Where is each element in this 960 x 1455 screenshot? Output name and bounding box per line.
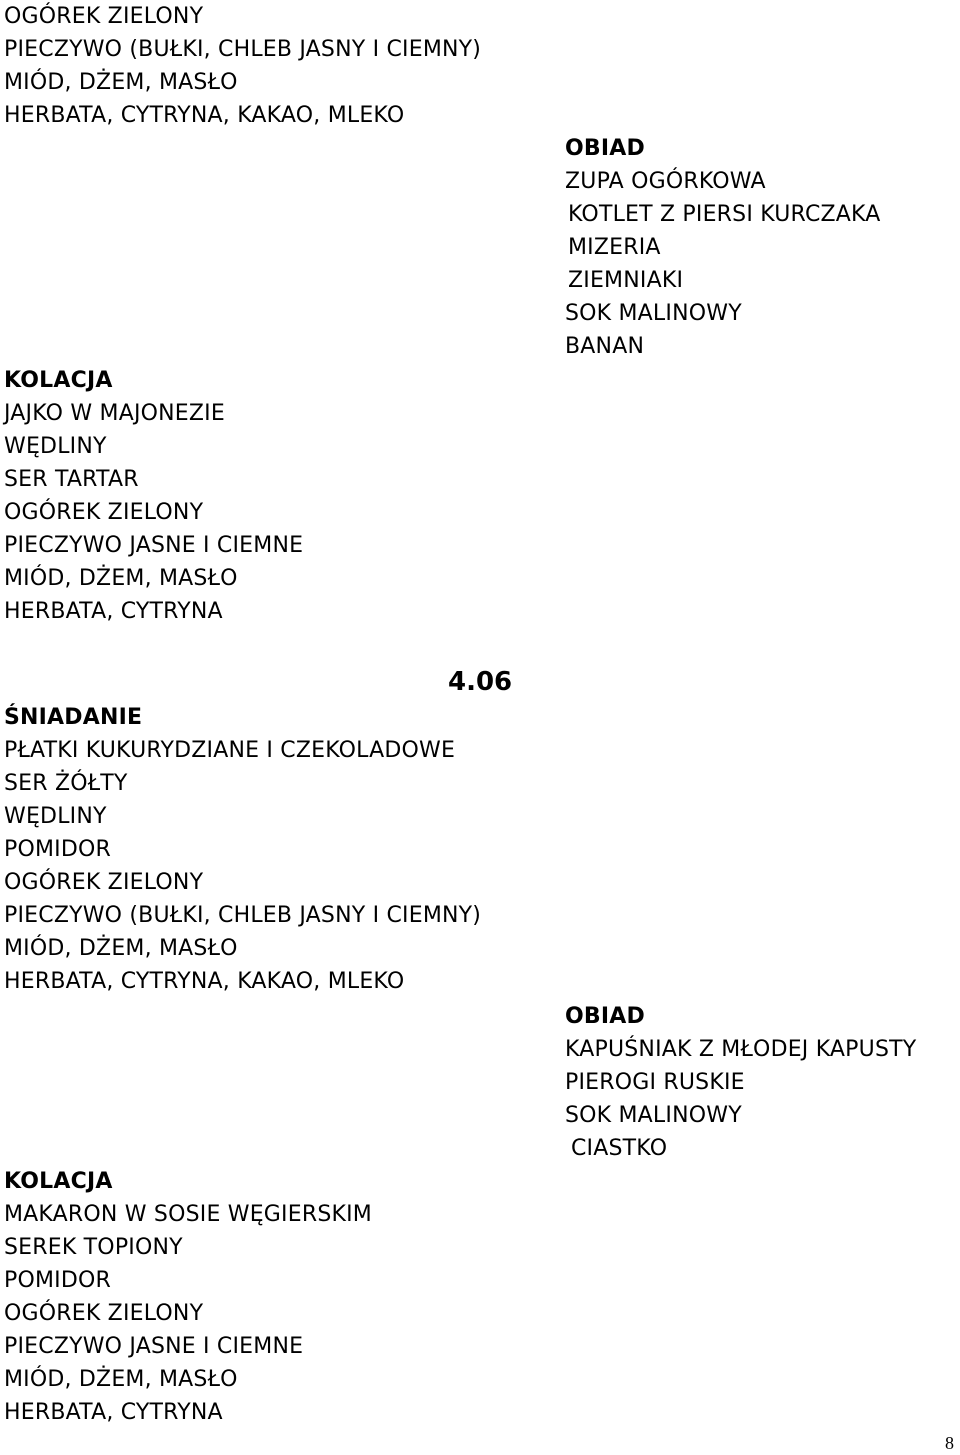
menu-item: HERBATA, CYTRYNA, KAKAO, MLEKO xyxy=(4,969,405,994)
menu-item: HERBATA, CYTRYNA xyxy=(4,599,223,624)
lunch-heading: OBIAD xyxy=(565,136,645,161)
lunch-heading: OBIAD xyxy=(565,1004,645,1029)
dinner-heading: KOLACJA xyxy=(4,1169,113,1194)
menu-item: ZIEMNIAKI xyxy=(568,268,684,293)
menu-item: POMIDOR xyxy=(4,837,111,862)
menu-item: PIEROGI RUSKIE xyxy=(565,1070,745,1095)
menu-item: HERBATA, CYTRYNA, KAKAO, MLEKO xyxy=(4,103,405,128)
menu-item: POMIDOR xyxy=(4,1268,111,1293)
menu-item: MIZERIA xyxy=(568,235,661,260)
lunch-section-day2 xyxy=(565,1000,916,1165)
menu-item: SOK MALINOWY xyxy=(565,301,742,326)
lunch-section-day1 xyxy=(565,132,881,363)
menu-item: MIÓD, DŻEM, MASŁO xyxy=(4,70,238,95)
page-number: 8 xyxy=(945,1433,954,1453)
menu-item: OGÓREK ZIELONY xyxy=(4,4,204,29)
menu-item: MIÓD, DŻEM, MASŁO xyxy=(4,936,238,961)
menu-item: HERBATA, CYTRYNA xyxy=(4,1400,223,1425)
menu-item: OGÓREK ZIELONY xyxy=(4,870,204,895)
menu-item: PIECZYWO JASNE I CIEMNE xyxy=(4,533,304,558)
menu-item: PŁATKI KUKURYDZIANE I CZEKOLADOWE xyxy=(4,738,456,763)
dinner-heading: KOLACJA xyxy=(4,368,113,393)
menu-item: MIÓD, DŻEM, MASŁO xyxy=(4,1367,238,1392)
day-date-heading: 4.06 xyxy=(448,667,513,697)
menu-item: OGÓREK ZIELONY xyxy=(4,1301,204,1326)
breakfast-heading: ŚNIADANIE xyxy=(4,705,143,730)
menu-item: SEREK TOPIONY xyxy=(4,1235,183,1260)
menu-item: OGÓREK ZIELONY xyxy=(4,500,204,525)
menu-item: CIASTKO xyxy=(571,1136,668,1161)
menu-item: MAKARON W SOSIE WĘGIERSKIM xyxy=(4,1202,372,1227)
menu-item: KAPUŚNIAK Z MŁODEJ KAPUSTY xyxy=(565,1037,917,1062)
menu-item: SOK MALINOWY xyxy=(565,1103,742,1128)
breakfast-section-day2 xyxy=(4,701,481,998)
dinner-section-day1 xyxy=(4,364,303,628)
breakfast-continued-list xyxy=(4,0,481,132)
menu-item: PIECZYWO (BUŁKI, CHLEB JASNY I CIEMNY) xyxy=(4,37,482,62)
menu-item: PIECZYWO JASNE I CIEMNE xyxy=(4,1334,304,1359)
dinner-section-day2 xyxy=(4,1165,372,1429)
menu-item: MIÓD, DŻEM, MASŁO xyxy=(4,566,238,591)
menu-item: KOTLET Z PIERSI KURCZAKA xyxy=(568,202,881,227)
menu-item: PIECZYWO (BUŁKI, CHLEB JASNY I CIEMNY) xyxy=(4,903,482,928)
menu-item: BANAN xyxy=(565,334,645,359)
menu-item: WĘDLINY xyxy=(4,434,107,459)
menu-item: SER ŻÓŁTY xyxy=(4,771,128,796)
menu-item: ZUPA OGÓRKOWA xyxy=(565,169,766,194)
menu-item: JAJKO W MAJONEZIE xyxy=(4,401,225,426)
menu-item: WĘDLINY xyxy=(4,804,107,829)
menu-item: SER TARTAR xyxy=(4,467,139,492)
